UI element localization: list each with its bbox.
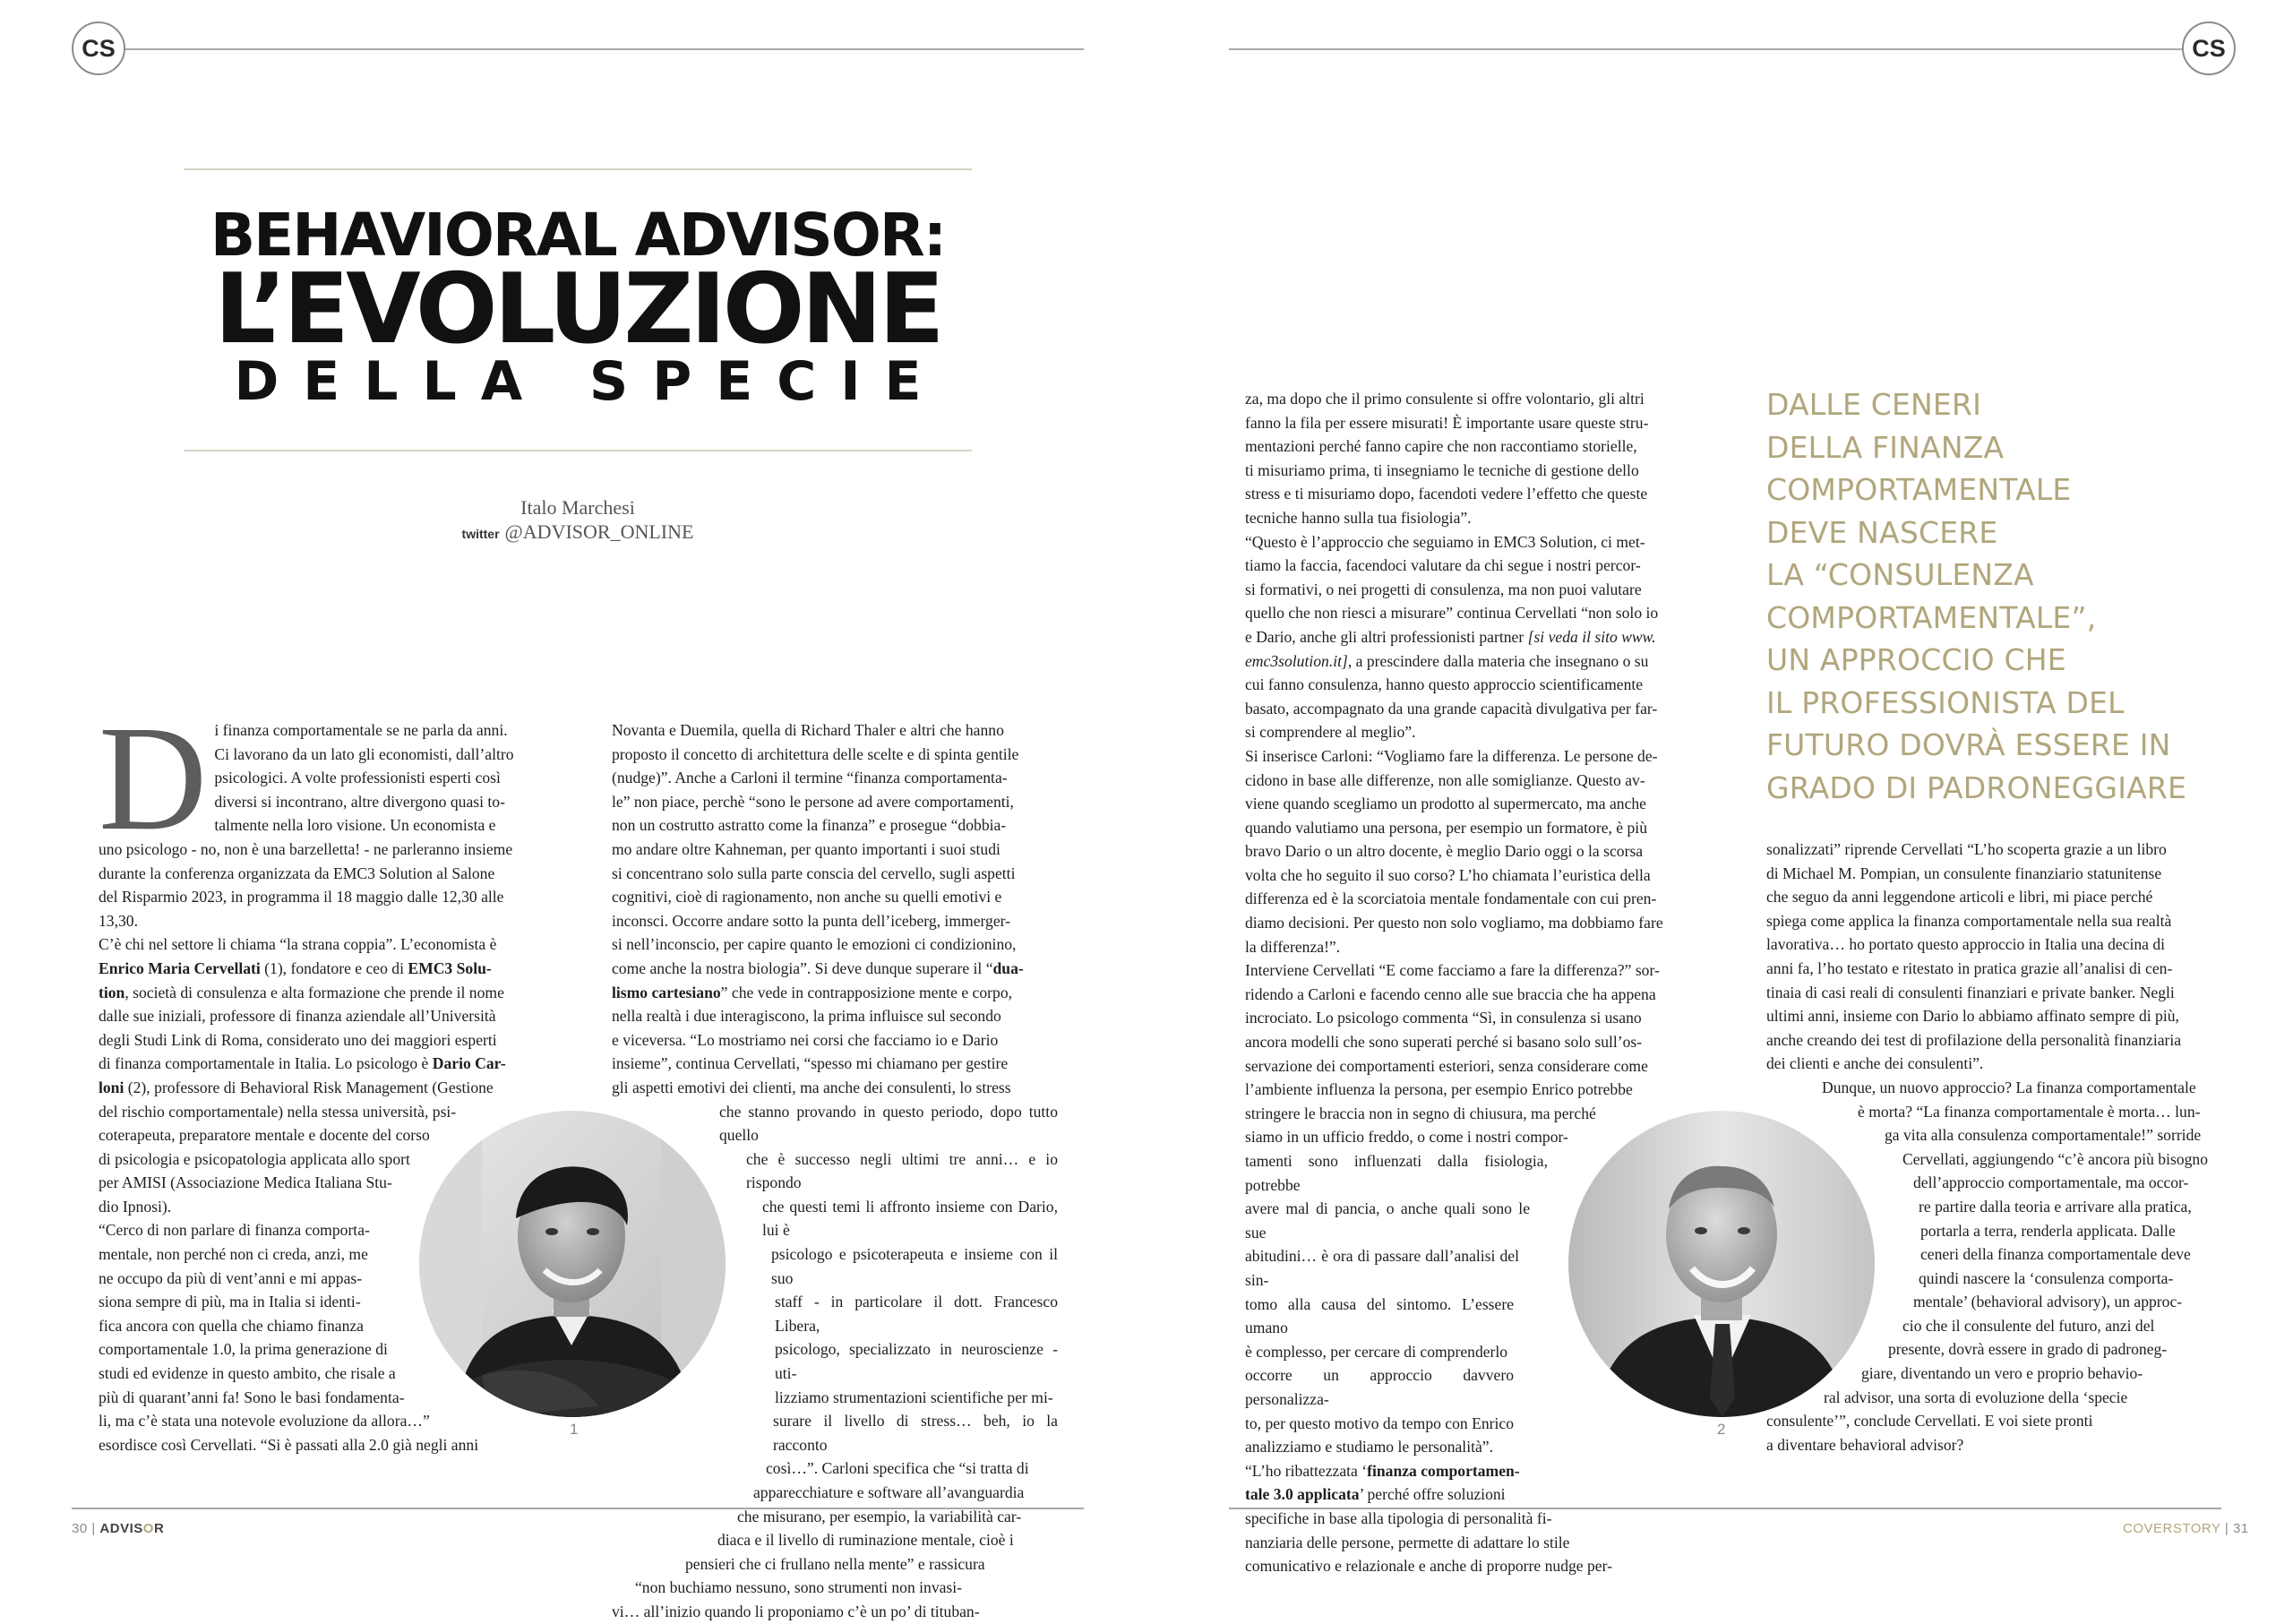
article-line: bravo Dario o un altro docente, è meglio Dario oggi o la scorsa — [1245, 842, 1644, 861]
article-line: fanno la fila per essere misurati! È importante usare queste stru- — [1245, 413, 1649, 432]
article-line: di psicologia e psicopatologia applicata allo sport — [99, 1149, 410, 1168]
article-line: ral advisor, una sorta di evoluzione della ‘specie — [1824, 1388, 2128, 1406]
section-name: COVERSTORY — [2123, 1521, 2221, 1536]
article-line: viene quando scegliamo un prodotto al supermercato, ma anche — [1245, 795, 1646, 813]
article-line: durante la conferenza organizzata da EMC3 Solution al Salone — [99, 864, 495, 882]
article-line: “non buchiamo nessuno, sono strumenti non invasi- — [635, 1578, 963, 1597]
article-line: quello che non riesci a misurare” continua Cervellati “non solo io — [1245, 604, 1659, 623]
article-line: a diventare behavioral advisor? — [1766, 1435, 1964, 1454]
article-line: comunicativo e relazionale e anche di proporre nudge per- — [1245, 1557, 1612, 1576]
article-line: siamo in un ufficio freddo, o come i nostri compor- — [1245, 1128, 1568, 1147]
title-line-1: BEHAVIORAL ADVISOR: — [210, 201, 946, 270]
article-line: differenza ed è la scorciatoia mentale fondamentale con cui pren- — [1245, 889, 1657, 908]
article-line: loni (2), professore di Behavioral Risk Management (Gestione — [99, 1078, 494, 1096]
article-line: pensieri che ci frullano nella mente” e rassicura — [685, 1554, 985, 1573]
article-line: esordisce così Cervellati. “Si è passati alla 2.0 già negli anni — [99, 1435, 479, 1454]
article-line: di Michael M. Pompian, un consulente finanziario statunitense — [1766, 864, 2162, 882]
article-line: la differenza!”. — [1245, 937, 1341, 956]
article-line: servazione dei comportamenti esteriori, senza considerare come — [1245, 1056, 1648, 1075]
page-number-left: 30 | — [72, 1521, 96, 1536]
article-line: spiega come applica la finanza comportamentale nella sua realtà — [1766, 911, 2172, 930]
article-line: Enrico Maria Cervellati (1), fondatore e ceo di EMC3 Solu- — [99, 958, 492, 977]
article-line: ridendo a Carloni e facendo cenno alle sue braccia che ha appena — [1245, 984, 1656, 1003]
article-line: è morta? “La finanza comportamentale è morta… lun- — [1858, 1102, 2201, 1121]
article-line: avere mal di pancia, o anche quali sono le sue — [1245, 1199, 1530, 1242]
article-line: anche creando dei test di profilazione della personalità finanziaria — [1766, 1030, 2182, 1049]
article-line: tinaia di casi reali di consulenti finanziari e private banker. Negli — [1766, 983, 2175, 1001]
photo-carloni — [1568, 1111, 1875, 1417]
article-line: si comprendere al meglio”. — [1245, 723, 1416, 742]
article-line: cognitivi, cioè di ragionamento, non anche su quelli emotivi e — [612, 888, 1002, 907]
article-line: za, ma dopo che il primo consulente si offre volontario, gli altri — [1245, 390, 1645, 408]
article-line: to, per questo motivo da tempo con Enrico — [1245, 1413, 1515, 1432]
pull-quote-line: GRADO DI PADRONEGGIARE — [1766, 769, 2187, 805]
article-line: del Risparmio 2023, in programma il 18 maggio dalle 12,30 alle — [99, 888, 504, 907]
article-column-3 — [1245, 387, 1691, 1578]
article-line: consulente’”, conclude Cervellati. E voi siete pronti — [1766, 1412, 2093, 1431]
article-line: 13,30. — [99, 911, 138, 930]
article-line: insieme”, continua Cervellati, “spesso mi chiamano per gestire — [612, 1054, 1009, 1073]
article-line: Cervellati, aggiungendo “c’è ancora più bisogno — [1902, 1149, 2209, 1168]
article-line: si formativi, o nei progetti di consulenza, ma non puoi valutare — [1245, 580, 1642, 598]
article-line: si concentrano solo sulla parte conscia del cervello, sugli aspetti — [612, 864, 1016, 882]
article-line: dalle sue iniziali, professore di finanza aziendale all’Università — [99, 1007, 496, 1026]
article-line: quindi nascere la ‘consulenza comporta- — [1919, 1268, 2174, 1287]
article-line: C’è chi nel settore li chiama “la strana coppia”. L’economista è — [99, 935, 497, 954]
article-line: del rischio comportamentale) nella stessa università, psi- — [99, 1102, 457, 1121]
article-line: per AMISI (Associazione Medica Italiana Stu- — [99, 1173, 392, 1192]
article-line: incrociato. Lo psicologo commenta “Sì, in consulenza si usano — [1245, 1009, 1642, 1027]
article-line: volta che ho seguito il suo corso? L’ho chiamata l’euristica della — [1245, 865, 1651, 884]
article-line: siona sempre di più, ma in Italia si identi- — [99, 1293, 361, 1311]
article-line: vi… all’inizio quando li proponiamo c’è un po’ di tituban- — [612, 1602, 980, 1620]
article-line: stringere le braccia non in segno di chiusura, ma perché — [1245, 1104, 1596, 1122]
article-line: abitudini… è ora di passare dall’analisi del sin- — [1245, 1247, 1519, 1289]
article-line: mentale’ (behavioral advisory), un approc- — [1913, 1293, 2183, 1311]
article-line: tomo alla causa del sintomo. L’essere umano — [1245, 1294, 1514, 1337]
article-line: che stanno provando in questo periodo, dopo tutto quello — [719, 1102, 1058, 1145]
article-line: studi ed evidenze in questo ambito, che risale a — [99, 1364, 396, 1383]
article-line: mentazioni perché fanno capire che non raccontiamo storielle, — [1245, 437, 1637, 456]
article-line: staff - in particolare il dott. Francesco Libera, — [775, 1293, 1058, 1335]
article-line: dio Ipnosi). — [99, 1197, 172, 1216]
article-line: psicologici. A volte professionisti esperti così — [214, 769, 501, 787]
article-line: apparecchiature e software all’avanguardia — [753, 1483, 1025, 1501]
cs-badge-right: CS — [2182, 21, 2236, 75]
article-line: tiamo la faccia, facendoci valutare da chi segue i nostri percor- — [1245, 556, 1641, 575]
pull-quote-line: COMPORTAMENTALE”, — [1766, 599, 2097, 635]
column-3-lines — [1245, 387, 1691, 1578]
article-line: portarla a terra, renderla applicata. Dalle — [1920, 1221, 2176, 1240]
article-line: che è successo negli ultimi tre anni… e io rispondo — [746, 1149, 1058, 1192]
article-line: mentale, non perché non ci creda, anzi, me — [99, 1245, 368, 1264]
article-line: l’ambiente influenza la persona, per esempio Enrico potrebbe — [1245, 1080, 1633, 1099]
portrait-2-image — [1568, 1111, 1875, 1417]
pull-quote-line: LA “CONSULENZA — [1766, 557, 2034, 592]
article-line: diaca e il livello di ruminazione mentale, cioè i — [717, 1531, 1014, 1550]
article-line: tamenti sono influenzati dalla fisiologia, potrebbe — [1245, 1152, 1548, 1194]
article-line: stress e ti misuriamo dopo, facendoti vedere l’effetto che queste — [1245, 485, 1648, 503]
article-line: cio che il consulente del futuro, anzi del — [1902, 1316, 2155, 1335]
article-line: talmente nella loro visione. Un economista e — [214, 816, 496, 835]
article-line: lavorativa… ho portato questo approccio in Italia una decina di — [1766, 935, 2166, 954]
article-line: cui fanno consulenza, hanno questo approccio scientificamente — [1245, 675, 1644, 694]
article-line: dei clienti e anche dei consulenti”. — [1766, 1054, 1984, 1073]
article-line: Novanta e Duemila, quella di Richard Thaler e altri che hanno — [612, 721, 1004, 739]
article-line: dell’approccio comportamentale, ma occor- — [1913, 1173, 2189, 1192]
article-line: così…”. Carloni specifica che “si tratta di — [766, 1459, 1029, 1478]
title-rule-top — [184, 168, 972, 170]
footer-right — [2123, 1521, 2249, 1536]
pull-quote-line: UN APPROCCIO CHE — [1766, 642, 2066, 677]
article-line: inconsci. Occorre andare sotto la punta dell’iceberg, immerger- — [612, 911, 1011, 930]
article-line: Si inserisce Carloni: “Vogliamo fare la differenza. Le persone de- — [1245, 746, 1658, 765]
article-line: e Dario, anche gli altri professionisti partner [si veda il sito www. — [1245, 627, 1656, 646]
article-line: fica ancora con quella che chiamo finanza — [99, 1316, 364, 1335]
article-line: coterapeuta, preparatore mentale e docente del corso — [99, 1126, 430, 1145]
article-line: lizziamo strumentazioni scientifiche per mi- — [775, 1388, 1053, 1406]
article-line: uno psicologo - no, non è una barzelletta! - ne parleranno insieme — [99, 839, 513, 858]
article-line: ga vita alla consulenza comportamentale!” sorride — [1885, 1126, 2202, 1145]
footer-rule-left — [72, 1508, 1084, 1509]
article-line: diamo decisioni. Per questo non solo vogliamo, ma dobbiamo fare — [1245, 914, 1663, 932]
article-line: specifiche in base alla tipologia di personalità fi- — [1245, 1508, 1552, 1527]
header-rule-right — [1229, 48, 2186, 50]
article-line: nella realtà i due interagiscono, la prima influisce sul secondo — [612, 1007, 1001, 1026]
article-line: proposto il concetto di architettura delle scelte e di spinta gentile — [612, 744, 1019, 763]
article-line: Dunque, un nuovo approccio? La finanza comportamentale — [1822, 1078, 2196, 1096]
article-line: li, ma c’è stata una notevole evoluzione da allora…” — [99, 1412, 430, 1431]
article-line: ne occupo da più di vent’anni e mi appas- — [99, 1268, 363, 1287]
article-line: “Questo è l’approccio che seguiamo in EMC3 Solution, ci met- — [1245, 532, 1645, 551]
drop-cap: D — [99, 695, 208, 862]
article-line: è complesso, per cercare di comprenderlo — [1245, 1342, 1508, 1361]
twitter-handle[interactable]: @ADVISOR_ONLINE — [504, 520, 694, 543]
article-line: quando valutiamo una persona, per esempio un formatore, è più — [1245, 818, 1647, 837]
page-number-right: | 31 — [2224, 1521, 2249, 1536]
article-line: ancora modelli che sono superati perché si basano solo sull’os- — [1245, 1033, 1643, 1052]
article-line: non un costrutto astratto come la finanza” e prosegue “dobbia- — [612, 816, 1007, 835]
article-line: occorre un approccio davvero personalizza- — [1245, 1366, 1514, 1408]
header-rule-left — [99, 48, 1084, 50]
cs-badge-left: CS — [72, 21, 125, 75]
article-line: psicologo e psicoterapeuta e insieme con il suo — [771, 1245, 1058, 1287]
article-line: emc3solution.it], a prescindere dalla materia che insegnano o su — [1245, 651, 1649, 670]
article-line: si nell’inconscio, per capire quanto le emozioni ci condizionino, — [612, 935, 1017, 954]
footer-left — [72, 1521, 164, 1536]
article-line: i finanza comportamentale se ne parla da anni. — [214, 721, 508, 739]
title-rule-bottom — [184, 450, 972, 451]
twitter-handle-line — [184, 520, 972, 546]
pull-quote-line: IL PROFESSIONISTA DEL — [1766, 684, 2125, 720]
article-line: presente, dovrà essere in grado di padroneg- — [1888, 1340, 2168, 1359]
pull-quote-line: FUTURO DOVRÀ ESSERE IN — [1766, 727, 2171, 762]
photo-cervellati — [419, 1111, 726, 1417]
pull-quote-line: COMPORTAMENTALE — [1766, 472, 2072, 507]
article-line: sonalizzati” riprende Cervellati “L’ho scoperta grazie a un libro — [1766, 840, 2167, 858]
article-line: come anche la nostra biologia”. Si deve dunque superare il “dua- — [612, 958, 1024, 977]
article-line: “L’ho ribattezzata ‘finanza comportamen- — [1245, 1461, 1520, 1480]
article-line: Ci lavorano da un lato gli economisti, dall’altro — [214, 744, 514, 763]
twitter-icon: twitter — [461, 527, 500, 541]
article-line: ceneri della finanza comportamentale deve — [1920, 1245, 2191, 1264]
portrait-1-image — [419, 1111, 726, 1417]
footer-rule-right — [1229, 1508, 2221, 1509]
pull-quote — [1766, 383, 2268, 809]
article-line: giare, diventando un vero e proprio behavio- — [1861, 1364, 2143, 1383]
article-line: mo andare oltre Kahneman, per quanto importanti i suoi studi — [612, 839, 1001, 858]
article-line: lismo cartesiano” che vede in contrapposizione mente e corpo, — [612, 983, 1013, 1001]
article-line: comportamentale 1.0, la prima generazione di — [99, 1340, 388, 1359]
article-line: “Cerco di non parlare di finanza comporta- — [99, 1221, 370, 1240]
article-line: e viceversa. “Lo mostriamo nei corsi che facciamo io e Dario — [612, 1030, 999, 1049]
article-line: le” non piace, perchè “sono le persone ad avere comportamenti, — [612, 792, 1014, 811]
article-line: nanziaria delle persone, permette di adattare lo stile — [1245, 1533, 1570, 1551]
photo-2-caption: 2 — [1717, 1421, 1726, 1438]
article-line: surare il livello di stress… beh, io la racconto — [773, 1412, 1058, 1454]
author-name: Italo Marchesi — [520, 496, 635, 519]
article-line: basato, accompagnato da una grande capacità divulgativa per far- — [1245, 699, 1658, 717]
article-line: che seguo da anni leggendone articoli e libri, mi piace perché — [1766, 888, 2153, 907]
title-line-3: DELLA SPECIE — [234, 350, 946, 413]
article-line: tale 3.0 applicata’ perché offre soluzioni — [1245, 1485, 1506, 1504]
article-line: gli aspetti emotivi dei clienti, ma anche dei consulenti, lo stress — [612, 1078, 1011, 1096]
article-line: di finanza comportamentale in Italia. Lo psicologo è Dario Car- — [99, 1054, 506, 1073]
article-line: anni fa, l’ho testato e ritestato in pratica grazie all’analisi di cen- — [1766, 958, 2173, 977]
magazine-logo: ADVISOR — [99, 1521, 165, 1536]
article-line: che questi temi li affronto insieme con Dario, lui è — [762, 1197, 1058, 1240]
pull-quote-line: DEVE NASCERE — [1766, 514, 1998, 550]
article-line: tecniche hanno sulla tua fisiologia”. — [1245, 508, 1472, 527]
article-line: cidono in base alle differenze, non alle somiglianze. Questo av- — [1245, 770, 1645, 789]
article-line: psicologo, specializzato in neuroscienze - uti- — [775, 1340, 1058, 1383]
pull-quote-line: DELLA FINANZA — [1766, 429, 2005, 465]
article-line: che misurano, per esempio, la variabilità car- — [737, 1507, 1022, 1525]
article-line: ti misuriamo prima, ti insegniamo le tecniche di gestione dello — [1245, 460, 1639, 479]
article-line: Interviene Cervellati “E come facciamo a fare la differenza?” sor- — [1245, 961, 1660, 980]
photo-1-caption: 1 — [570, 1421, 579, 1438]
article-line: analizziamo e studiamo le personalità”. — [1245, 1438, 1493, 1456]
pull-quote-line: DALLE CENERI — [1766, 387, 1982, 422]
article-line: degli Studi Link di Roma, considerato uno dei maggiori esperti — [99, 1030, 497, 1049]
article-line: diversi si incontrano, altre divergono quasi to- — [214, 792, 505, 811]
title-line-2: L’EVOLUZIONE — [214, 253, 941, 365]
article-line: ultimi anni, insieme con Dario lo abbiamo affinato sempre di più, — [1766, 1007, 2179, 1026]
article-line: tion, società di consulenza e alta formazione che prende il nome — [99, 983, 504, 1001]
article-line: re partire dalla teoria e arrivare alla pratica, — [1919, 1197, 2192, 1216]
article-line: più di quarant’anni fa! Sono le basi fondamenta- — [99, 1388, 405, 1406]
article-line: (nudge)”. Anche a Carloni il termine “finanza comportamenta- — [612, 769, 1008, 787]
